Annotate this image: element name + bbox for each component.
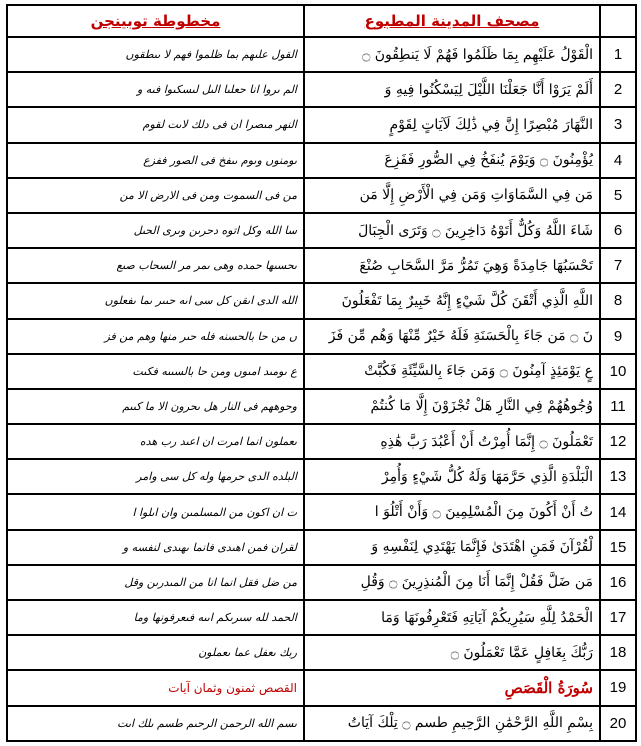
mushaf-text: يُؤْمِنُونَ ۝ وَيَوْمَ يُنفَخُ فِي الصُّورِ فَفَزِعَ [304, 143, 600, 178]
mushaf-text: الْحَمْدُ لِلَّهِ سَيُرِيكُمْ آيَاتِهِ فَتَعْرِفُونَهَا وَمَا [304, 600, 600, 635]
table-row [7, 635, 636, 670]
table-row [7, 494, 636, 529]
table-row [7, 600, 636, 635]
mushaf-text: أَلَمْ يَرَوْا أَنَّا جَعَلْنَا اللَّيْلَ لِيَسْكُنُوا فِيهِ وَ [304, 72, 600, 107]
manuscript-text: ں من حا بالحسنه فله حىر منها وهم من فز [7, 319, 304, 354]
row-number: 10 [600, 354, 636, 389]
row-number: 15 [600, 530, 636, 565]
row-number: 6 [600, 213, 636, 248]
row-number: 4 [600, 143, 636, 178]
table-row [7, 459, 636, 494]
manuscript-text: البلده الدى حرمها وله كل سى وامر [7, 459, 304, 494]
row-number: 14 [600, 494, 636, 529]
row-number: 12 [600, 424, 636, 459]
surah-note: القصص ثمنون وثمان آيات [7, 670, 304, 705]
manuscript-text: ىومنوں وىوم ىىفخ فى الصور ففزع [7, 143, 304, 178]
table-row [7, 143, 636, 178]
mushaf-text: تَعْمَلُونَ ۝ إِنَّمَا أُمِرْتُ أَنْ أَعْبُدَ رَبَّ هَٰذِهِ [304, 424, 600, 459]
mushaf-text: عٍ يَوْمَئِذٍ آمِنُونَ ۝ وَمَن جَاءَ بِالسَّيِّئَةِ فَكُبَّتْ [304, 354, 600, 389]
row-number: 5 [600, 178, 636, 213]
table-row [7, 389, 636, 424]
table-row [7, 213, 636, 248]
mushaf-text: اللَّهِ الَّذِي أَتْقَنَ كُلَّ شَيْءٍ إِنَّهُ خَبِيرٌ بِمَا تَفْعَلُونَ [304, 283, 600, 318]
row-number: 3 [600, 107, 636, 142]
table-row [7, 565, 636, 600]
table-row [7, 424, 636, 459]
manuscript-text: ربك ىعفل عما ىعملون [7, 635, 304, 670]
table-body [7, 37, 636, 741]
manuscript-text: ىعملون انما امرت ان اعىد رب هده [7, 424, 304, 459]
row-number: 1 [600, 37, 636, 72]
manuscript-text: الله الدى اىقن كل سى اىه حىىر ىما ىفعلوں [7, 283, 304, 318]
mushaf-text: نَ ۝ مَن جَاءَ بِالْحَسَنَةِ فَلَهُ خَيْرٌ مِّنْهَا وَهُم مِّن فَزَ [304, 319, 600, 354]
row-number: 13 [600, 459, 636, 494]
mushaf-text: بِسْمِ اللَّهِ الرَّحْمَٰنِ الرَّحِيمِ طسم ۝ تِلْكَ آيَاتُ [304, 706, 600, 741]
manuscript-text: النهر مىصرا ان فى دلك لاىت لقوم [7, 107, 304, 142]
table-row [7, 37, 636, 72]
comparison-table-container [6, 4, 635, 742]
manuscript-text: من ضل فقل انما انا من المىدرىن وقل [7, 565, 304, 600]
row-number: 8 [600, 283, 636, 318]
manuscript-text: الم ىروا انا حعلىا الىل لىسكىوا فىه و [7, 72, 304, 107]
manuscript-text: وحوههم فى النار هل ىحرون الا ما كىىم [7, 389, 304, 424]
manuscript-text: ع ىومىد امىوں ومن حا بالسىىه فكىت [7, 354, 304, 389]
table-row [7, 107, 636, 142]
mushaf-text: لْقُرْآنَ فَمَنِ اهْتَدَىٰ فَإِنَّمَا يَهْتَدِي لِنَفْسِهِ وَ [304, 530, 600, 565]
comparison-table [6, 4, 637, 742]
table-row [7, 178, 636, 213]
mushaf-text: الْقَوْلُ عَلَيْهِم بِمَا ظَلَمُوا فَهُمْ لَا يَنطِقُونَ ۝ [304, 37, 600, 72]
row-number: 7 [600, 248, 636, 283]
table-row [7, 319, 636, 354]
mushaf-text: رَبُّكَ بِغَافِلٍ عَمَّا تَعْمَلُونَ ۝ [304, 635, 600, 670]
manuscript-text: من فى السموت ومن فى الارض الا من [7, 178, 304, 213]
mushaf-text: وُجُوهُهُمْ فِي النَّارِ هَلْ تُجْزَوْنَ إِلَّا مَا كُنتُمْ [304, 389, 600, 424]
row-number: 20 [600, 706, 636, 741]
mushaf-text: الْبَلْدَةِ الَّذِي حَرَّمَهَا وَلَهُ كُلُّ شَيْءٍ وَأُمِرْ [304, 459, 600, 494]
number-header [600, 5, 636, 37]
mushaf-text: مَن فِي السَّمَاوَاتِ وَمَن فِي الْأَرْضِ إِلَّا مَن [304, 178, 600, 213]
table-row [7, 670, 636, 705]
table-row [7, 706, 636, 741]
mushaf-text: النَّهَارَ مُبْصِرًا إِنَّ فِي ذَٰلِكَ لَآيَاتٍ لِقَوْمٍ [304, 107, 600, 142]
manuscript-header: مخطوطة توبينجن [7, 5, 304, 37]
table-row [7, 248, 636, 283]
row-number: 16 [600, 565, 636, 600]
table-row [7, 283, 636, 318]
row-number: 11 [600, 389, 636, 424]
manuscript-text: ىحسىها حمده وهى ىمر مر السحاب صىع [7, 248, 304, 283]
manuscript-text: سا الله وكل اتوه دحرىن وىرى الحىل [7, 213, 304, 248]
manuscript-text: ىسم الله الرحمن الرحىم طسم ىلك اىت [7, 706, 304, 741]
manuscript-text: ت ان اكون من المسلمىن وان اىلوا ا [7, 494, 304, 529]
table-row [7, 354, 636, 389]
mushaf-header: مصحف المدينة المطبوع [304, 5, 600, 37]
mushaf-text: شَاءَ اللَّهُ وَكُلٌّ أَتَوْهُ دَاخِرِينَ ۝ وَتَرَى الْجِبَالَ [304, 213, 600, 248]
row-number: 19 [600, 670, 636, 705]
row-number: 9 [600, 319, 636, 354]
manuscript-text: الحمد لله سىرىكم اىىه فىعرفونها وما [7, 600, 304, 635]
mushaf-text: تُ أَنْ أَكُونَ مِنَ الْمُسْلِمِينَ ۝ وَأَنْ أَتْلُوَ ا [304, 494, 600, 529]
table-row [7, 530, 636, 565]
header-row [7, 5, 636, 37]
manuscript-text: لقران فمن اهىدى فانما ىهىدى لنفسه و [7, 530, 304, 565]
mushaf-text: تَحْسَبُهَا جَامِدَةً وَهِيَ تَمُرُّ مَرَّ السَّحَابِ صُنْعَ [304, 248, 600, 283]
mushaf-text: مَن ضَلَّ فَقُلْ إِنَّمَا أَنَا مِنَ الْمُنذِرِينَ ۝ وَقُلِ [304, 565, 600, 600]
row-number: 17 [600, 600, 636, 635]
manuscript-text: القول علىهم بما ظلموا فهم لا ىىطقوں [7, 37, 304, 72]
surah-title: سُورَةُ الْقَصَصِ [304, 670, 600, 705]
table-row [7, 72, 636, 107]
row-number: 2 [600, 72, 636, 107]
row-number: 18 [600, 635, 636, 670]
